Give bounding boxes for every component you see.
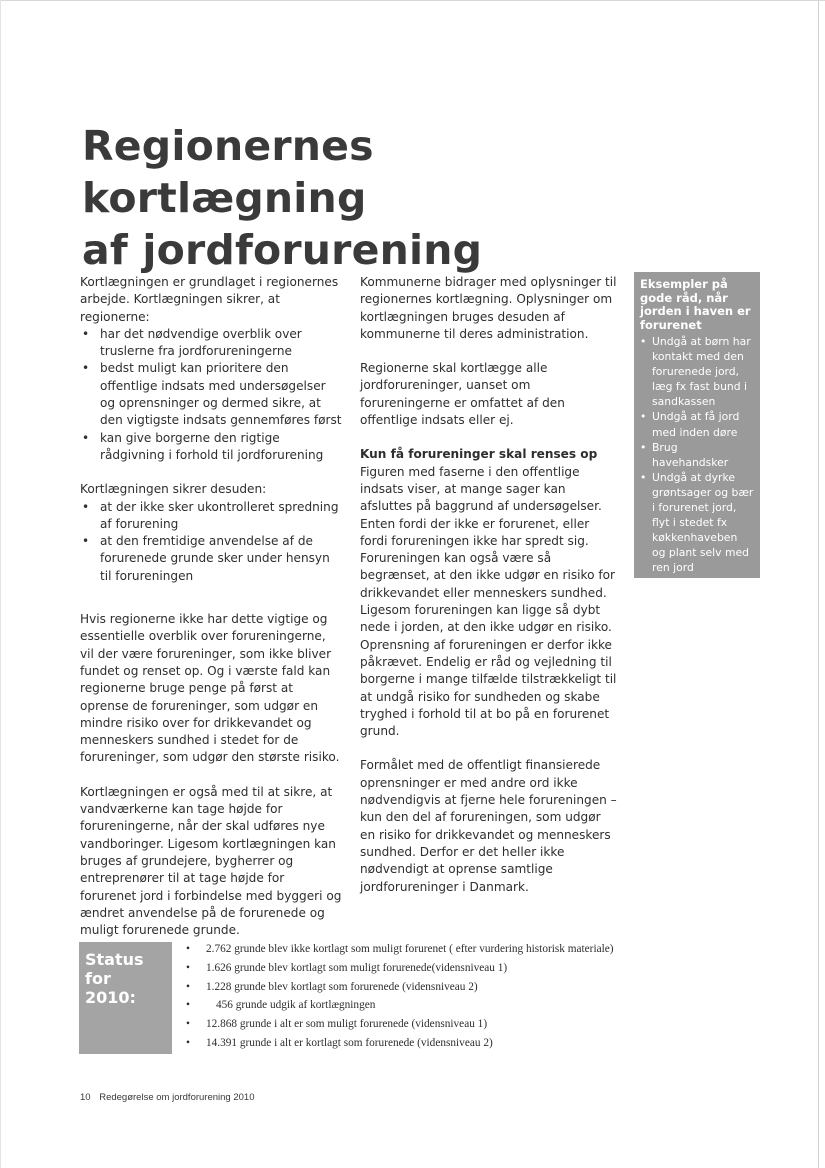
status-box xyxy=(79,942,172,1054)
paragraph: Kortlægningen er også med til at sikre, at vandværkerne kan tage højde for forureningerne, når der skal udføres nye vandboringer. Ligesom kortlægningen kan bruges af grundejere, bygherrer og entreprenører til at tage højde for forurenet jord i forbindelse med byggeri og ændret anvendelse på de forurenede og muligt forurenede grunde. xyxy=(80,784,342,938)
sidebar-item: • Vask hænder xyxy=(640,576,754,591)
paragraph: Regionerne skal kortlægge alle jordforureninger, uanset om forureningerne er omfattet af den offentlige indsats eller ej. xyxy=(360,361,565,428)
list-item: • kan give borgerne den rigtige rådgivning i forhold til jordforurening xyxy=(80,430,342,465)
page-title xyxy=(82,120,642,276)
section-heading: Kun få forureninger skal renses op xyxy=(360,447,598,462)
paragraph: Formålet med de offentligt finansierede oprensninger er med andre ord ikke nødvendigvis at fjerne hele forureningen – kun den del af forureningen, som udgør en risiko for drikkevandet og menneskers sundhed. Derfor er det heller ikke nødvendigt at oprense samtlige jordforureninger i Danmark. xyxy=(360,758,617,894)
scan-edge xyxy=(0,0,825,1)
paragraph: Kortlægningen sikrer desuden: xyxy=(80,482,267,497)
sidebar-item: • Undgå at få jord med inden døre xyxy=(640,409,754,439)
page-footer xyxy=(80,1092,254,1104)
bullet-list xyxy=(80,499,342,585)
sidebar-item: • Undgå at børn har kontakt med den forurenede jord, læg fx fast bund i sandkassen xyxy=(640,334,754,409)
text-column-middle xyxy=(360,274,618,913)
status-heading: Status for 2010: xyxy=(85,950,144,1007)
advice-sidebar xyxy=(634,272,760,620)
status-item: • 14.391 grunde i alt er kortlagt som forurenede (vidensniveau 2) xyxy=(186,1034,666,1053)
list-item: • bedst muligt kan prioritere den offentlige indsats med undersøgelser og oprensninger og dermed sikre, at den vigtigste indsats gennemføres først xyxy=(80,360,342,429)
paragraph: Kommunerne bidrager med oplysninger til regionernes kortlægning. Oplysninger om kortlægningen bruges desuden af kommunerne til deres administration. xyxy=(360,275,617,341)
scan-edge xyxy=(0,0,1,1168)
list-item: • at den fremtidige anvendelse af de forurenede grunde sker under hensyn til forureningen xyxy=(80,533,342,585)
sidebar-item: • Undgå at dyrke grøntsager og bær i forurenet jord, flyt i stedet fx køkkenhaveben og plant selv med ren jord xyxy=(640,470,754,576)
list-item: • at der ikke sker ukontrolleret spredning af forurening xyxy=(80,499,342,534)
status-item: • 1.228 grunde blev kortlagt som forurenede (vidensniveau 2) xyxy=(186,978,666,997)
page-number: 10 xyxy=(80,1092,91,1103)
paragraph: Figuren med faserne i den offentlige indsats viser, at mange sager kan afsluttes på baggrund af undersøgelser. Enten fordi der ikke er forurenet, eller fordi forureningen ikke har spredt sig. Forureningen kan også være så begrænset, at den ikke udgør en risiko for drikkevandet eller menneskers sundhed. Ligesom forureningen kan ligge så dybt nede i jorden, at den ikke udgør en risiko. Oprensning af forureningen er derfor ikke påkrævet. Endelig er råd og vejledning til borgerne i mange tilfælde tilstrækkeligt til at undgå risiko for sundheden og skabe tryghed i forhold til at bo på en forurenet grund. xyxy=(360,464,617,739)
bullet-list xyxy=(80,326,342,464)
title-line-2: af jordforurening xyxy=(82,226,483,274)
sidebar-heading: Eksempler på gode råd, når jorden i haven er forurenet xyxy=(640,277,751,332)
status-item: • 1.626 grunde blev kortlagt som muligt forurenede(vidensniveau 1) xyxy=(186,959,666,978)
list-item: • har det nødvendige overblik over truslerne fra jordforureningerne xyxy=(80,326,342,361)
status-item: • 456 grunde udgik af kortlægningen xyxy=(186,996,666,1015)
status-list xyxy=(186,940,666,1053)
paragraph: Hvis regionerne ikke har dette vigtige og essentielle overblik over forureningerne, vil der være forureninger, som ikke bliver fundet og renset op. Og i værste fald kan regionerne bruge penge på først at oprense de forureninger, som udgør en mindre risiko over for drikkevandet og menneskers sundhed i stedet for de forureninger, som udgør den største risiko. xyxy=(80,612,340,765)
sidebar-item: • Dæk bar jord, læg fliser eller så græs xyxy=(640,591,754,621)
footer-text: Redegørelse om jordforurening 2010 xyxy=(99,1092,255,1103)
status-item: • 12.868 grunde i alt er som muligt forurenede (vidensniveau 1) xyxy=(186,1015,666,1034)
paragraph: Kortlægningen er grundlaget i regionernes arbejde. Kortlægningen sikrer, at regionerne: xyxy=(80,275,339,324)
status-item: • 2.762 grunde blev ikke kortlagt som muligt forurenet ( efter vurdering historisk materiale) xyxy=(186,940,666,959)
sidebar-item: • Brug havehandsker xyxy=(640,440,754,470)
scan-edge xyxy=(818,0,819,1168)
title-line-1: Regionernes kortlægning xyxy=(82,122,374,222)
sidebar-list xyxy=(640,334,754,621)
text-column-left xyxy=(80,274,342,956)
